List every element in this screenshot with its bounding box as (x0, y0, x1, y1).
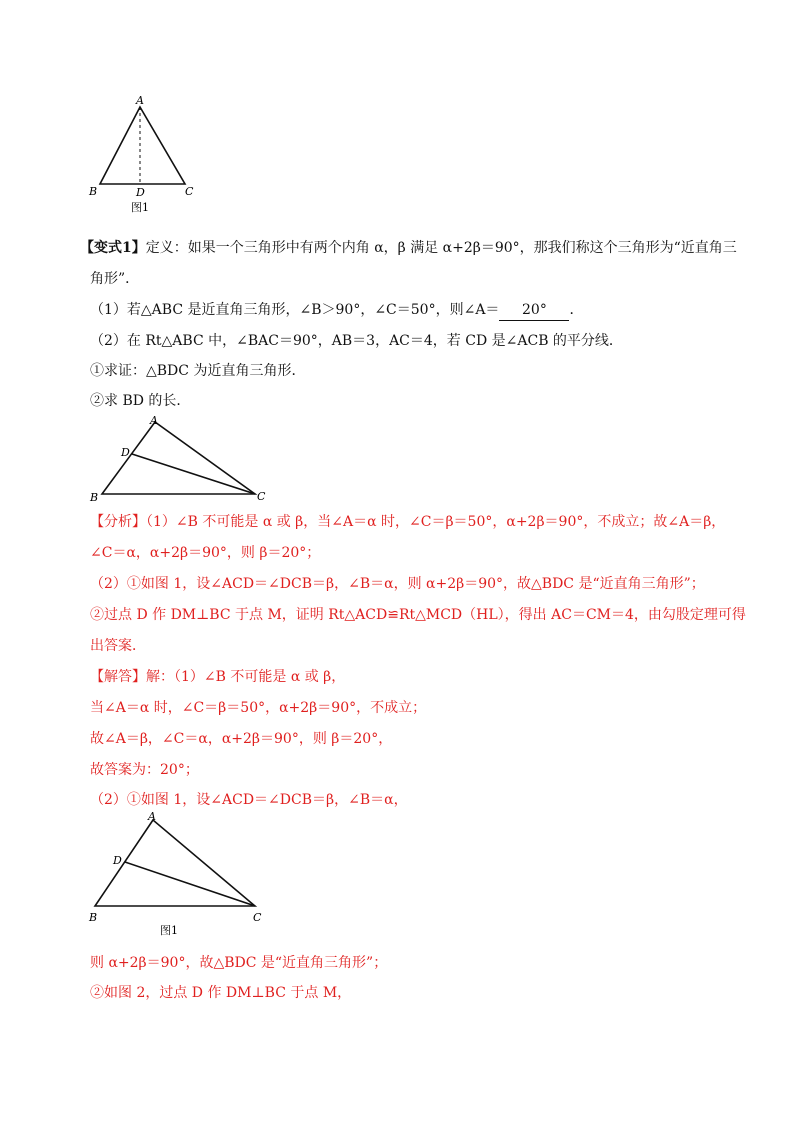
analysis-line-3: （2）①如图 1，设∠ACD＝∠DCB＝β，∠B＝α，则 α+2β＝90°，故△BDC 是“近直角三角形”； (90, 576, 705, 592)
label-c: C (257, 490, 266, 503)
question-1-suffix: ． (569, 302, 584, 318)
solution-line-6: 则 α+2β＝90°，故△BDC 是“近直角三角形”； (90, 955, 388, 971)
figure-3-right-triangle (85, 808, 275, 940)
question-1 (90, 300, 583, 321)
solution-line-2: 当∠A＝α 时，∠C＝β＝50°，α+2β＝90°，不成立； (90, 700, 427, 716)
bisector-cd (132, 454, 255, 494)
problem-definition-line-2: 角形”． (90, 271, 140, 287)
bisector-cd (125, 862, 255, 906)
solution-line-4: 故答案为：20°； (90, 762, 199, 778)
label-a: A (136, 94, 144, 107)
figure-2-right-triangle (85, 412, 275, 504)
solution-line-7: ②如图 2，过点 D 作 DM⊥BC 于点 M， (90, 985, 352, 1001)
question-2b: ②求 BD 的长． (90, 393, 191, 409)
question-1-answer-blank: 20° (499, 300, 569, 321)
analysis-line-1: 【分析】（1）∠B 不可能是 α 或 β，当∠A＝α 时，∠C＝β＝50°，α+2β＝90°，不成立；故∠A＝β， (90, 514, 726, 530)
label-a: A (150, 414, 158, 427)
figure-1-isosceles-triangle (85, 92, 205, 218)
label-a: A (148, 810, 156, 823)
figure-3-caption: 图1 (160, 924, 178, 937)
question-2: （2）在 Rt△ABC 中，∠BAC＝90°，AB＝3，AC＝4，若 CD 是∠ACB 的平分线． (90, 333, 623, 349)
solution-line-5: （2）①如图 1，设∠ACD＝∠DCB＝β，∠B＝α， (90, 792, 408, 808)
label-b: B (89, 911, 98, 924)
problem-tag: 【变式1】 (80, 240, 146, 256)
label-d: D (113, 854, 122, 867)
label-d: D (136, 186, 145, 199)
figure-1-caption: 图1 (131, 201, 149, 214)
label-b: B (90, 491, 99, 504)
problem-definition-line-1 (80, 238, 737, 258)
label-c: C (185, 185, 194, 198)
definition-text: 定义：如果一个三角形中有两个内角 α，β 满足 α+2β＝90°，那我们称这个三角形为“近直角三 (145, 240, 737, 256)
solution-line-1: 【解答】解：（1）∠B 不可能是 α 或 β， (90, 669, 346, 685)
label-b: B (89, 185, 98, 198)
solution-line-3: 故∠A＝β，∠C＝α，α+2β＝90°，则 β＝20°， (90, 731, 393, 747)
question-1-text: （1）若△ABC 是近直角三角形，∠B＞90°，∠C＝50°，则∠A＝ (90, 302, 500, 318)
analysis-line-4: ②过点 D 作 DM⊥BC 于点 M，证明 Rt△ACD≌Rt△MCD（HL），得出 AC＝CM＝4，由勾股定理可得 (90, 607, 746, 623)
label-c: C (253, 911, 262, 924)
analysis-line-2: ∠C＝α，α+2β＝90°，则 β＝20°； (90, 545, 321, 561)
analysis-line-5: 出答案． (90, 638, 146, 654)
question-2a: ①求证：△BDC 为近直角三角形． (90, 363, 306, 379)
triangle-abc (100, 107, 185, 184)
label-d: D (121, 446, 130, 459)
